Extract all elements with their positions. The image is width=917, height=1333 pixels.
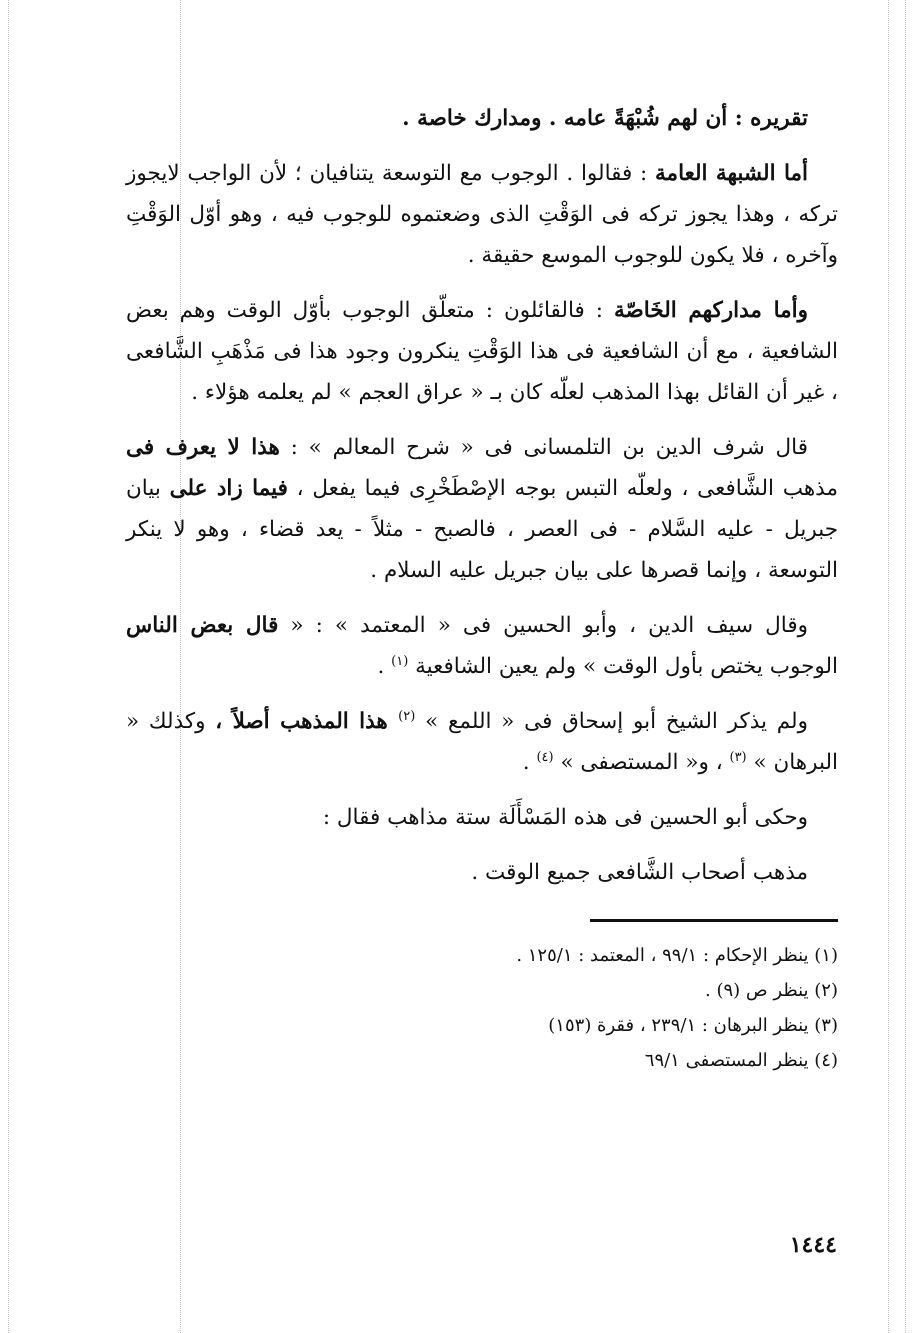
paragraph-5-intro: وقال سيف الدين ، وأبو الحسين فى « المعتمد » : « [278,613,808,638]
paragraph-4-bold-1: هذا لا يعرف فى [126,435,280,460]
paragraph-6-intro: ولم يذكر الشيخ أبو إسحاق فى « اللمع » [415,709,808,734]
paragraph-4-text: بيان جبريل - عليه السَّلام - فى العصر ، فالصبح - مثلاً - يعد قضاء ، وهو لا ينكر التوسعة ، وإنما قصرها على بيان جبريل عليه السلام . [126,476,838,583]
paragraph-1 [126,98,838,139]
paragraph-2-text: : فقالوا . الوجوب مع التوسعة يتنافيان ؛ لأن الواجب لايجوز تركه ، وهذا يجوز تركه فى الوَقْتِ الذى وضعتموه للوجوب فيه ، وهو أوّل الوَقْتِ وآخره ، فلا يكون للوجوب الموسع حقيقة . [126,161,838,268]
scan-guide-line-right [888,0,889,1333]
page-body [126,98,838,1078]
scan-guide-line-right-outer [905,0,906,1333]
paragraph-4 [126,427,838,591]
paragraph-5 [126,605,838,687]
footnote-separator [590,919,838,922]
footnote-3: (٣) ينظر البرهان : ٢٣٩/١ ، فقرة (١٥٣) [548,1015,838,1036]
scan-guide-line-left [8,0,9,1333]
paragraph-5-bold: قال بعض الناس [126,613,279,638]
footnote-ref-4[interactable]: (٤) [536,749,554,765]
footnotes [126,938,838,1078]
page-number: ١٤٤٤ [789,1232,837,1258]
footnote-ref-2[interactable]: (٢) [398,708,416,724]
paragraph-7 [126,797,838,838]
paragraph-6-middle: وكذلك « البرهان » [126,709,838,775]
paragraph-6-middle-2: ، و« المستصفى » [553,750,730,775]
paragraph-8-text: مذهب أصحاب الشَّافعى جميع الوقت . [471,860,808,885]
paragraph-3 [126,290,838,413]
footnote-2: (٢) ينظر ص (٩) . [705,980,838,1001]
paragraph-5-end: . [377,654,392,679]
paragraph-5-text: الوجوب يختص بأول الوقت » ولم يعين الشافعية [408,654,838,679]
paragraph-4-middle: مذهب الشَّافعى ، ولعلّه التبس بوجه الإصْطَخْرِى فيما يفعل ، [287,476,838,501]
paragraph-6 [126,701,838,783]
paragraph-1-text: تقريره : أن لهم شُبْهَةً عامه . ومدارك خاصة . [402,106,808,131]
footnote-1: (١) ينظر الإحكام : ٩٩/١ ، المعتمد : ١٢٥/١ . [516,945,838,966]
footnote-4: (٤) ينظر المستصفى ٦٩/١ [644,1050,838,1071]
paragraph-3-text: : فالقائلون : متعلّق الوجوب بأوّل الوقت وهم بعض الشافعية ، مع أن الشافعية فى هذا الوَقْتِ ينكرون وجود هذا فى مَذْهَبِ الشَّافعى ، غير أن القائل بهذا المذهب لعلّه كان بـ « عراق العجم » لم يعلمه هؤلاء . [126,298,838,405]
paragraph-4-intro: قال شرف الدين بن التلمسانى فى « شرح المعالم » : [279,435,808,460]
paragraph-4-bold-2: فيما زاد على [169,476,288,501]
paragraph-8 [126,852,838,893]
paragraph-7-text: وحكى أبو الحسين فى هذه المَسْأَلَة ستة مذاهب فقال : [322,805,808,830]
footnote-ref-1[interactable]: (١) [391,653,409,669]
special-evidence-heading: وأما مداركهم الخَاصّة [613,298,808,323]
footnote-ref-3[interactable]: (٣) [729,749,747,765]
general-doubt-heading: أما الشبهة العامة [655,161,808,186]
paragraph-6-end: . [522,750,537,775]
paragraph-2 [126,153,838,276]
paragraph-6-bold: هذا المذهب أصلاً ، [215,709,399,734]
